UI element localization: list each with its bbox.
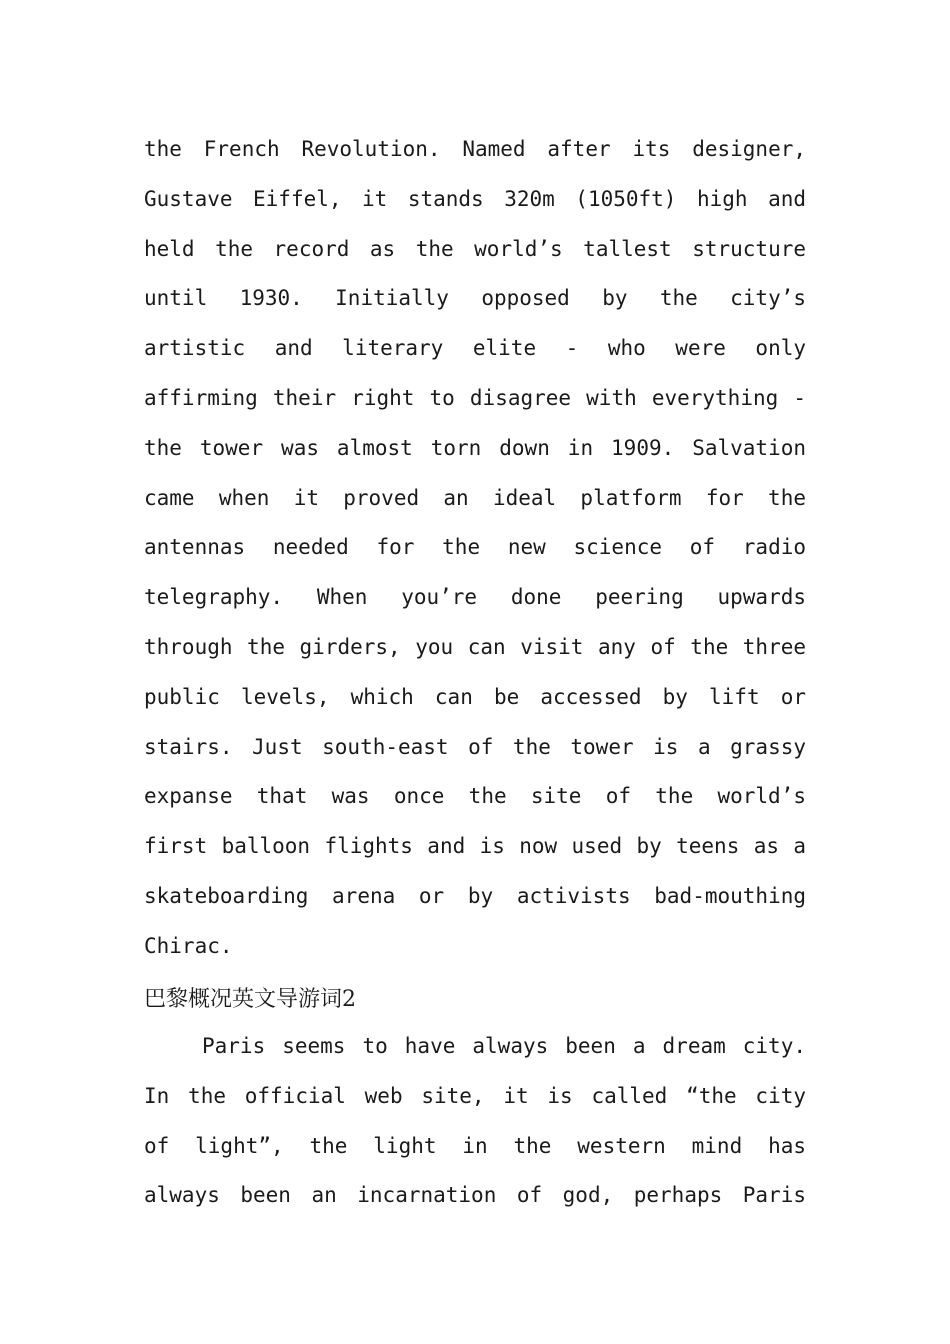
text-line: the French Revolution. Named after its designer,: [144, 137, 806, 161]
text-line: came when it proved an ideal platform for the: [144, 485, 806, 510]
section-heading: 巴黎概况英文导游词2: [144, 987, 356, 1012]
text-line: telegraphy. When you’re done peering upwards: [144, 585, 806, 610]
text-line: until 1930. Initially opposed by the city’s: [144, 286, 806, 311]
text-line: antennas needed for the new science of radio: [144, 535, 806, 560]
text-line: Paris seems to have always been a dream city.: [202, 1034, 806, 1058]
text-line: stairs. Just south-east of the tower is a grassy: [144, 734, 806, 759]
text-line: affirming their right to disagree with everything -: [144, 385, 806, 410]
text-line: of light”, the light in the western mind has: [144, 1133, 806, 1158]
text-line: first balloon flights and is now used by teens as a: [144, 834, 806, 859]
text-line: always been an incarnation of god, perhaps Paris: [144, 1183, 806, 1208]
text-line: through the girders, you can visit any of the three: [144, 634, 806, 659]
text-line: expanse that was once the site of the world’s: [144, 784, 806, 809]
text-line: skateboarding arena or by activists bad-mouthing: [144, 883, 806, 908]
text-line: public levels, which can be accessed by lift or: [144, 684, 806, 709]
text-line: artistic and literary elite - who were only: [144, 336, 806, 361]
text-line: Gustave Eiffel, it stands 320m (1050ft) high and: [144, 186, 806, 211]
paragraph-eiffel-tower: [144, 125, 806, 972]
text-line: the tower was almost torn down in 1909. Salvation: [144, 435, 806, 460]
text-line: In the official web site, it is called “the city: [144, 1083, 806, 1108]
text-line: held the record as the world’s tallest structure: [144, 236, 806, 261]
text-line: Chirac.: [144, 933, 233, 958]
paragraph-paris-intro: [144, 1022, 806, 1221]
